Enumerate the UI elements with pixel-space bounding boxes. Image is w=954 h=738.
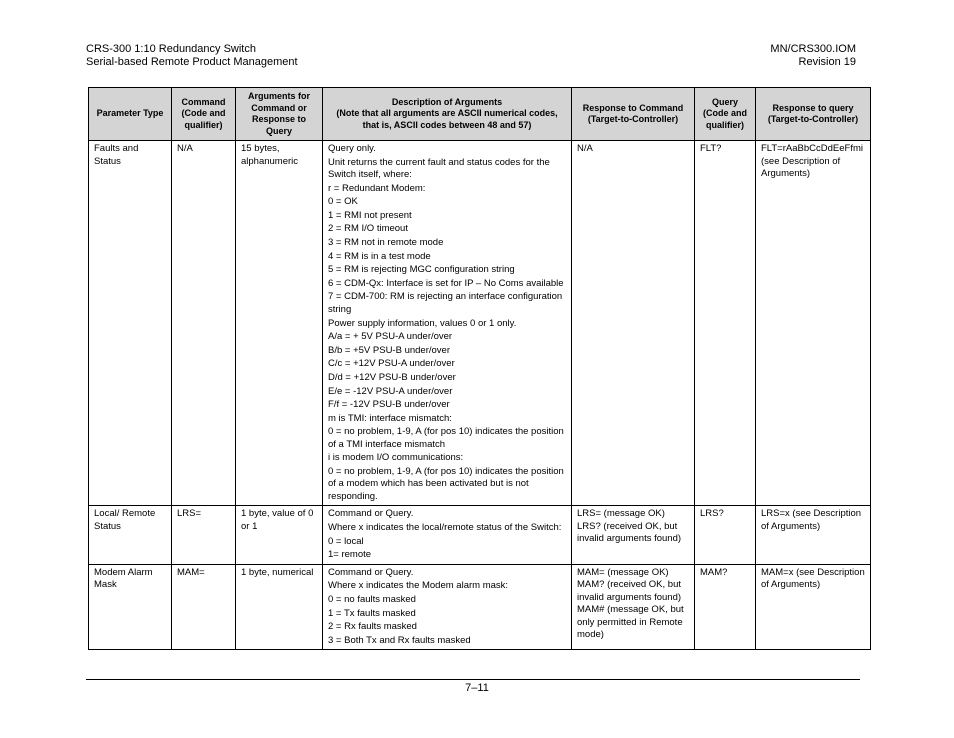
desc-line: 4 = RM is in a test mode [328, 250, 431, 262]
desc-line: 3 = Both Tx and Rx faults masked [328, 634, 471, 646]
col-header-command: Command (Code and qualifier) [172, 88, 236, 141]
cell-response-to-query: MAM=x (see Description of Arguments) [756, 564, 871, 649]
cell-query: FLT? [695, 141, 756, 506]
col-header-response-to-command: Response to Command (Target-to-Controller) [572, 88, 695, 141]
cell-response-to-query: FLT=rAaBbCcDdEeFfmi (see Description of Arguments) [756, 141, 871, 506]
header-doc-number: MN/CRS300.IOM [770, 43, 856, 55]
desc-line: 0 = local [328, 535, 364, 547]
cell-response-to-command: LRS= (message OK) LRS? (received OK, but invalid arguments found) [572, 506, 695, 564]
cell-query: LRS? [695, 506, 756, 564]
desc-line: Where x indicates the Modem alarm mask: [328, 580, 509, 592]
cell-arguments: 1 byte, value of 0 or 1 [236, 506, 323, 564]
header-product-title: CRS-300 1:10 Redundancy Switch [86, 43, 256, 55]
desc-line: 0 = no problem, 1-9, A (for pos 10) indicates the position of a TMI interface mismatch [328, 426, 564, 450]
desc-line: C/c = +12V PSU-A under/over [328, 358, 455, 370]
desc-line: r = Redundant Modem: [328, 182, 426, 194]
desc-line: 0 = no problem, 1-9, A (for pos 10) indicates the position of a modem which has been activated but is not responding. [328, 465, 564, 502]
cell-arguments: 15 bytes, alphanumeric [236, 141, 323, 506]
col-header-query: Query (Code and qualifier) [695, 88, 756, 141]
command-spec-table [88, 87, 871, 650]
desc-line: Unit returns the current fault and status codes for the Switch itself, where: [328, 156, 550, 181]
col-header-response-to-query: Response to query (Target-to-Controller) [756, 88, 871, 141]
desc-line: E/e = -12V PSU-A under/over [328, 385, 453, 397]
cell-parameter-type: Modem Alarm Mask [89, 564, 172, 649]
document-header-right [770, 43, 856, 69]
col-header-description: Description of Arguments (Note that all arguments are ASCII numerical codes, that is, ASCII codes between 48 and 57) [323, 88, 572, 141]
cell-parameter-type: Local/ Remote Status [89, 506, 172, 564]
col-header-arguments: Arguments for Command or Response to Query [236, 88, 323, 141]
table-row [89, 141, 871, 506]
desc-line: 1 = RMI not present [328, 209, 412, 221]
cell-response-to-command: N/A [572, 141, 695, 506]
col-header-parameter-type: Parameter Type [89, 88, 172, 141]
header-section-title: Serial-based Remote Product Management [86, 56, 298, 68]
desc-line: 1 = Tx faults masked [328, 607, 416, 619]
desc-line: Query only. [328, 143, 376, 154]
table-row [89, 506, 871, 564]
desc-line: 3 = RM not in remote mode [328, 237, 444, 249]
desc-line: B/b = +5V PSU-B under/over [328, 344, 450, 356]
table-header-row [89, 88, 871, 141]
cell-description [323, 564, 572, 649]
desc-line: 7 = CDM-700: RM is rejecting an interface configuration string [328, 291, 563, 315]
cell-arguments: 1 byte, numerical [236, 564, 323, 649]
cell-response-to-command: MAM= (message OK) MAM? (received OK, but invalid arguments found) MAM# (message OK, but only permitted in Remote mode) [572, 564, 695, 649]
cell-description [323, 506, 572, 564]
desc-line: Command or Query. [328, 566, 414, 578]
desc-line: i is modem I/O communications: [328, 452, 464, 464]
page-number: 7–11 [465, 682, 489, 694]
desc-line: 2 = Rx faults masked [328, 621, 417, 633]
desc-line: Command or Query. [328, 508, 414, 520]
cell-description [323, 141, 572, 506]
desc-line: 5 = RM is rejecting MGC configuration string [328, 264, 515, 276]
desc-line: 0 = no faults masked [328, 593, 416, 605]
desc-line: 1= remote [328, 549, 372, 561]
desc-line: Where x indicates the local/remote status of the Switch: [328, 522, 562, 534]
desc-line: 6 = CDM-Qx: Interface is set for IP – No Coms available [328, 277, 564, 289]
desc-line: D/d = +12V PSU-B under/over [328, 371, 456, 383]
desc-line: Power supply information, values 0 or 1 only. [328, 317, 517, 329]
cell-query: MAM? [695, 564, 756, 649]
footer-divider [86, 679, 860, 680]
cell-command: MAM= [172, 564, 236, 649]
cell-response-to-query: LRS=x (see Description of Arguments) [756, 506, 871, 564]
desc-line: m is TMI: interface mismatch: [328, 412, 452, 424]
table-row [89, 564, 871, 649]
cell-command: LRS= [172, 506, 236, 564]
header-revision: Revision 19 [798, 56, 856, 68]
desc-line: 0 = OK [328, 196, 358, 208]
cell-parameter-type: Faults and Status [89, 141, 172, 506]
document-header-left [86, 43, 298, 69]
desc-line: F/f = -12V PSU-B under/over [328, 399, 450, 411]
cell-command: N/A [172, 141, 236, 506]
desc-line: 2 = RM I/O timeout [328, 223, 408, 235]
desc-line: A/a = + 5V PSU-A under/over [328, 331, 453, 343]
